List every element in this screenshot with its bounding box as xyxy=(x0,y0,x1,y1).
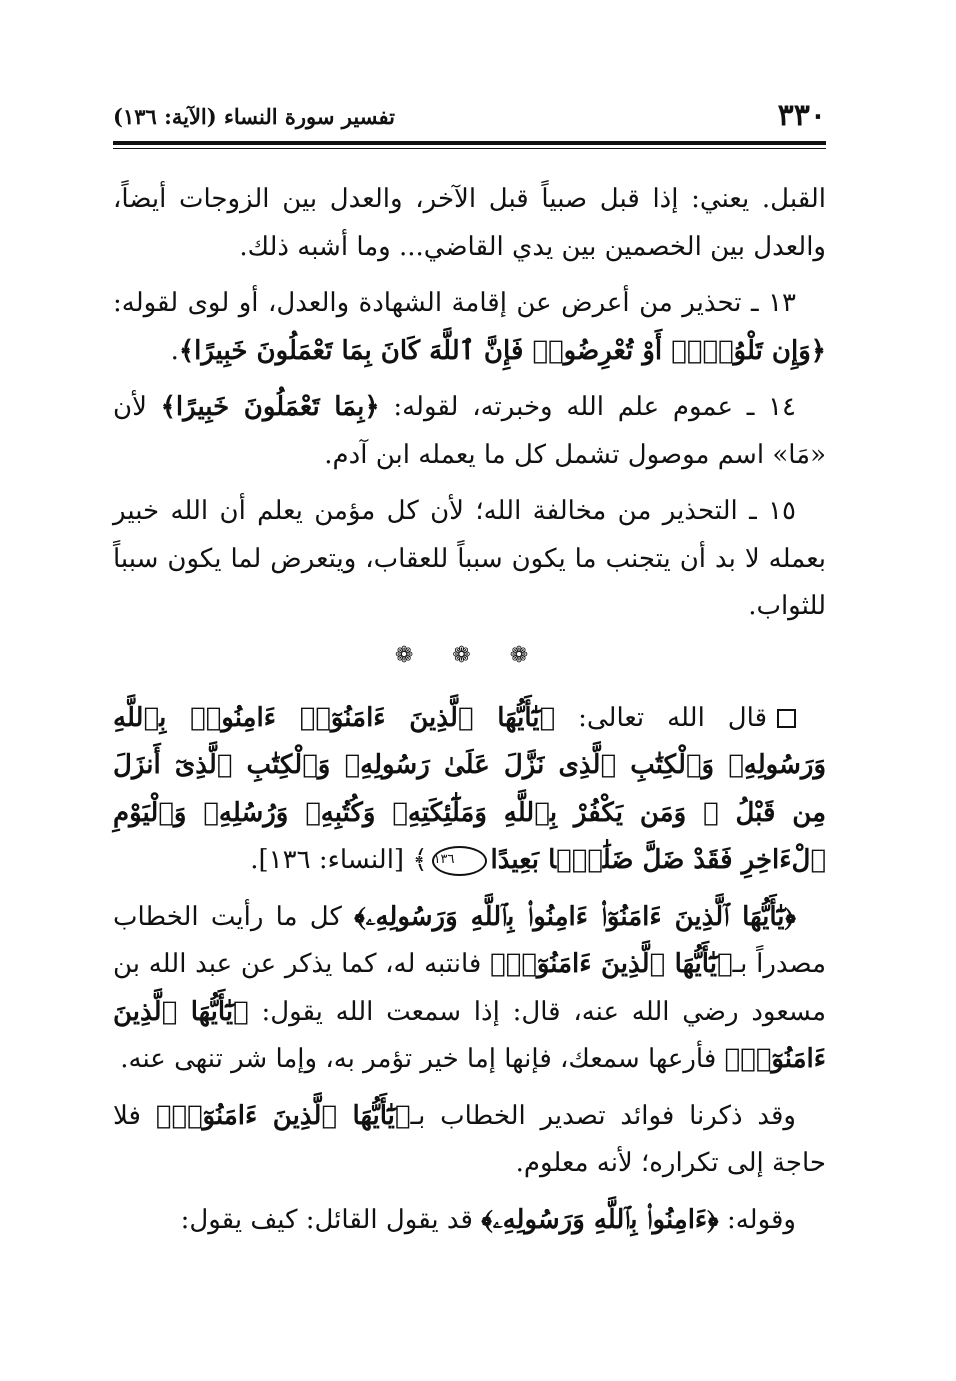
page-number: ٣٣٠ xyxy=(777,98,826,133)
verse-reference: ﴾ [النساء: ١٣٦]. xyxy=(250,845,428,875)
quran-verse-136: ﴿يَٰٓأَيُّهَا ٱلَّذِينَ ءَامَنُوٓا۟ ءَامِنُوا۟ بِٱللَّهِ وَرَسُولِهِۦ وَٱلْكِتَٰبِ ٱلَّذِى نَزَّلَ عَلَىٰ رَسُولِهِۦ وَٱلْكِتَٰبِ ٱلَّذِىٓ أَنزَلَ مِن قَبْلُ ۚ وَمَن يَكْفُرْ بِٱللَّهِ وَمَلَٰٓئِكَتِهِۦ وَكُتُبِهِۦ وَرُسُلِهِۦ وَٱلْيَوْمِ ٱلْءَاخِرِ فَقَدْ ضَلَّ ضَلَٰلًۢا بَعِيدًا xyxy=(113,702,826,875)
square-bullet-icon xyxy=(777,709,796,728)
benefit-14-text: ١٤ ـ عموم علم الله وخبرته، لقوله: xyxy=(379,392,796,422)
quran-verse: ﴿يَٰٓأَيُّهَا ٱلَّذِينَ ءَامَنُوٓا۟﴾ xyxy=(113,996,826,1074)
body-text xyxy=(113,176,826,1253)
quran-verse: ﴿يَٰٓأَيُّهَا ٱلَّذِينَ ءَامَنُوٓا۟﴾ xyxy=(155,1100,411,1131)
ayah-number-medallion: ١٣٦ xyxy=(432,846,487,876)
header-rule-thick xyxy=(113,141,826,145)
paragraph-explanation xyxy=(113,894,826,1084)
paragraph-benefit-14 xyxy=(113,384,826,479)
quran-verse: ﴿يَٰٓأَيُّهَا ٱلَّذِينَ ءَامَنُوٓا۟ ءَامِنُوا۟ بِٱللَّهِ وَرَسُولِهِۦ﴾ xyxy=(354,901,796,932)
previous-mention-text-a: وقد ذكرنا فوائد تصدير الخطاب بـ xyxy=(410,1100,796,1131)
paragraph-1 xyxy=(113,176,826,271)
section-divider-stars: ❁ ❁ ❁ xyxy=(394,642,545,668)
question-text-a: وقوله: xyxy=(718,1204,796,1235)
header-rule-thin xyxy=(113,148,826,149)
page-header xyxy=(113,96,826,136)
quran-verse: ﴿ءَامِنُوا۟ بِٱللَّهِ وَرَسُولِهِۦ﴾ xyxy=(481,1204,719,1235)
paragraph-benefit-15 xyxy=(113,488,826,631)
quran-verse: ﴿يَٰٓأَيُّهَا ٱلَّذِينَ ءَامَنُوٓا۟﴾ xyxy=(490,949,733,979)
paragraph-verse-136 xyxy=(113,695,826,885)
paragraph-question xyxy=(113,1197,826,1245)
running-title: تفسير سورة النساء (الآية: ١٣٦) xyxy=(113,104,395,129)
explanation-text-a: كل ما رأيت الخطاب مصدراً بـ xyxy=(113,901,826,979)
explanation-text-c: فأرعها سمعك، فإنها إما خير تؤمر به، وإما شر تنهى عنه. xyxy=(120,1044,725,1074)
paragraph-1-text: القبل. يعني: إذا قبل صبياً قبل الآخر، والعدل بين الزوجات أيضاً، والعدل بين الخصمين بين يدي القاضي... وما أشبه ذلك. xyxy=(113,184,826,262)
question-text-b: قد يقول القائل: كيف يقول: xyxy=(180,1204,482,1235)
benefit-13-end: . xyxy=(170,335,179,366)
benefit-15-text: ١٥ ـ التحذير من مخالفة الله؛ لأن كل مؤمن يعلم أن الله خبير بعمله لا بد أن يتجنب ما يكون سبباً للعقاب، ويتعرض لما يكون سبباً للثواب. xyxy=(113,496,826,621)
explanation-text-b: فانتبه له، كما يذكر عن عبد الله بن مسعود رضي الله عنه، قال: إذا سمعت الله يقول: xyxy=(113,949,827,1027)
verse-intro: قال الله تعالى: xyxy=(555,702,767,733)
quran-verse: ﴿وَإِن تَلْوُۥٓا۟ أَوْ تُعْرِضُوا۟ فَإِنَّ ٱللَّهَ كَانَ بِمَا تَعْمَلُونَ خَبِيرًا﴾ xyxy=(178,335,826,366)
benefit-14-end: لأن «مَا» اسم موصول تشمل كل ما يعمله ابن آدم. xyxy=(113,392,826,470)
benefit-13-text: ١٣ ـ تحذير من أعرض عن إقامة الشهادة والعدل، أو لوى لقوله: xyxy=(113,288,796,318)
paragraph-previous-mention xyxy=(113,1093,826,1188)
previous-mention-text-b: فلا حاجة إلى تكراره؛ لأنه معلوم. xyxy=(113,1100,826,1178)
paragraph-benefit-13 xyxy=(113,280,826,375)
quran-verse: ﴿بِمَا تَعْمَلُونَ خَبِيرًا﴾ xyxy=(160,392,380,422)
